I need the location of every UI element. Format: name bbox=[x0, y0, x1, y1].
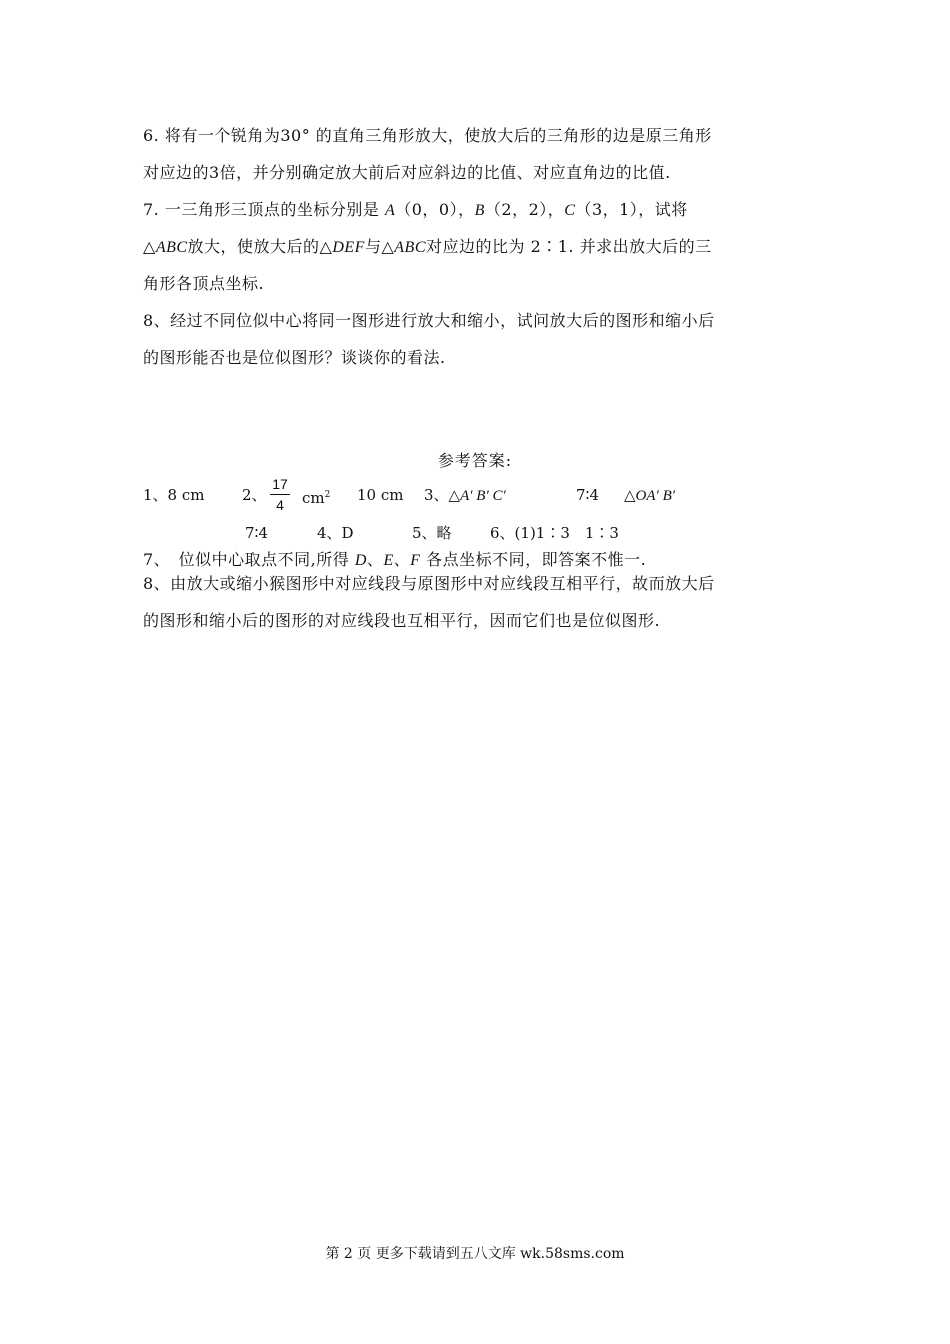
answer-3-ratio-2: 7∶4 bbox=[245, 524, 268, 542]
triangle-a-b-c-prime: A′ B′ C′ bbox=[460, 488, 506, 504]
fraction-bar bbox=[270, 494, 290, 495]
question-7-line-2 bbox=[143, 235, 823, 260]
unit-cm: cm bbox=[302, 489, 325, 507]
triangle-abc: ABC bbox=[155, 239, 188, 256]
page-footer: 第 2 页 更多下载请到五八文库 wk.58sms.com bbox=[325, 1246, 625, 1262]
q7-text: （3，1），试将 bbox=[575, 200, 688, 219]
triangle-abc: ABC bbox=[394, 239, 426, 256]
answer-6: 6、(1)1∶3 1∶3 bbox=[490, 524, 619, 542]
question-6-line-1: 6. 将有一个锐角为30° 的直角三角形放大，使放大后的三角形的边是原三角形 bbox=[143, 126, 712, 145]
answer-8-line-1: 8、由放大或缩小猴图形中对应线段与原图形中对应线段互相平行，故而放大后 bbox=[143, 574, 715, 593]
triangle-symbol: △ bbox=[624, 486, 636, 504]
unit-exponent: 2 bbox=[324, 490, 331, 500]
answer-3-triangle-2 bbox=[624, 484, 675, 507]
q7-text: △ bbox=[143, 237, 156, 256]
q7-text: 7. 一三角形三顶点的坐标分别是 bbox=[143, 200, 385, 219]
a3-prefix: 3、△ bbox=[424, 486, 461, 504]
question-8-line-1: 8、经过不同位似中心将同一图形进行放大和缩小，试问放大后的图形和缩小后 bbox=[143, 311, 715, 330]
fraction-numerator: 17 bbox=[272, 476, 288, 492]
point-f: F bbox=[410, 552, 421, 569]
q7-text: （0，0）， bbox=[395, 200, 475, 219]
answer-1: 1、8 cm bbox=[143, 486, 205, 504]
a7-text: 7、 位似中心取点不同,所得 bbox=[143, 550, 355, 569]
q7-text: 放大，使放大后的△ bbox=[187, 237, 333, 256]
point-d: D bbox=[354, 552, 367, 569]
a7-text: 各点坐标不同，即答案不惟一. bbox=[420, 550, 647, 569]
fraction-denominator: 4 bbox=[276, 497, 284, 513]
answer-2-unit bbox=[302, 484, 330, 509]
point-b: B bbox=[474, 202, 485, 219]
answer-7 bbox=[143, 548, 823, 573]
point-e: E bbox=[383, 552, 394, 569]
question-8-line-2: 的图形能否也是位似图形？谈谈你的看法. bbox=[143, 348, 446, 367]
answer-3-ratio: 7∶4 bbox=[576, 486, 599, 504]
answer-4: 4、D bbox=[317, 524, 354, 542]
q7-text: 与△ bbox=[364, 237, 395, 256]
answers-heading: 参考答案: bbox=[437, 451, 513, 470]
q7-text: （2，2）， bbox=[484, 200, 565, 219]
question-7-line-1 bbox=[143, 198, 823, 223]
triangle-def: DEF bbox=[332, 239, 365, 256]
a7-text: 、 bbox=[366, 550, 384, 569]
point-c: C bbox=[564, 202, 576, 219]
triangle-o-a-b-prime: OA′ B′ bbox=[635, 488, 676, 504]
answer-3 bbox=[424, 484, 506, 507]
answer-2-fraction bbox=[270, 475, 290, 514]
answer-5: 5、略 bbox=[412, 524, 452, 542]
q7-text: 对应边的比为 2∶1. 并求出放大后的三 bbox=[425, 237, 712, 256]
point-a: A bbox=[384, 202, 396, 219]
question-6-line-2: 对应边的3倍，并分别确定放大前后对应斜边的比值、对应直角边的比值. bbox=[143, 163, 671, 182]
question-7-line-3: 角形各顶点坐标. bbox=[143, 274, 265, 293]
answer-2-prefix: 2、 bbox=[242, 486, 267, 504]
answer-8-line-2: 的图形和缩小后的图形的对应线段也互相平行，因而它们也是位似图形. bbox=[143, 611, 661, 630]
a7-text: 、 bbox=[393, 550, 411, 569]
answer-2-b: 10 cm bbox=[357, 486, 404, 504]
